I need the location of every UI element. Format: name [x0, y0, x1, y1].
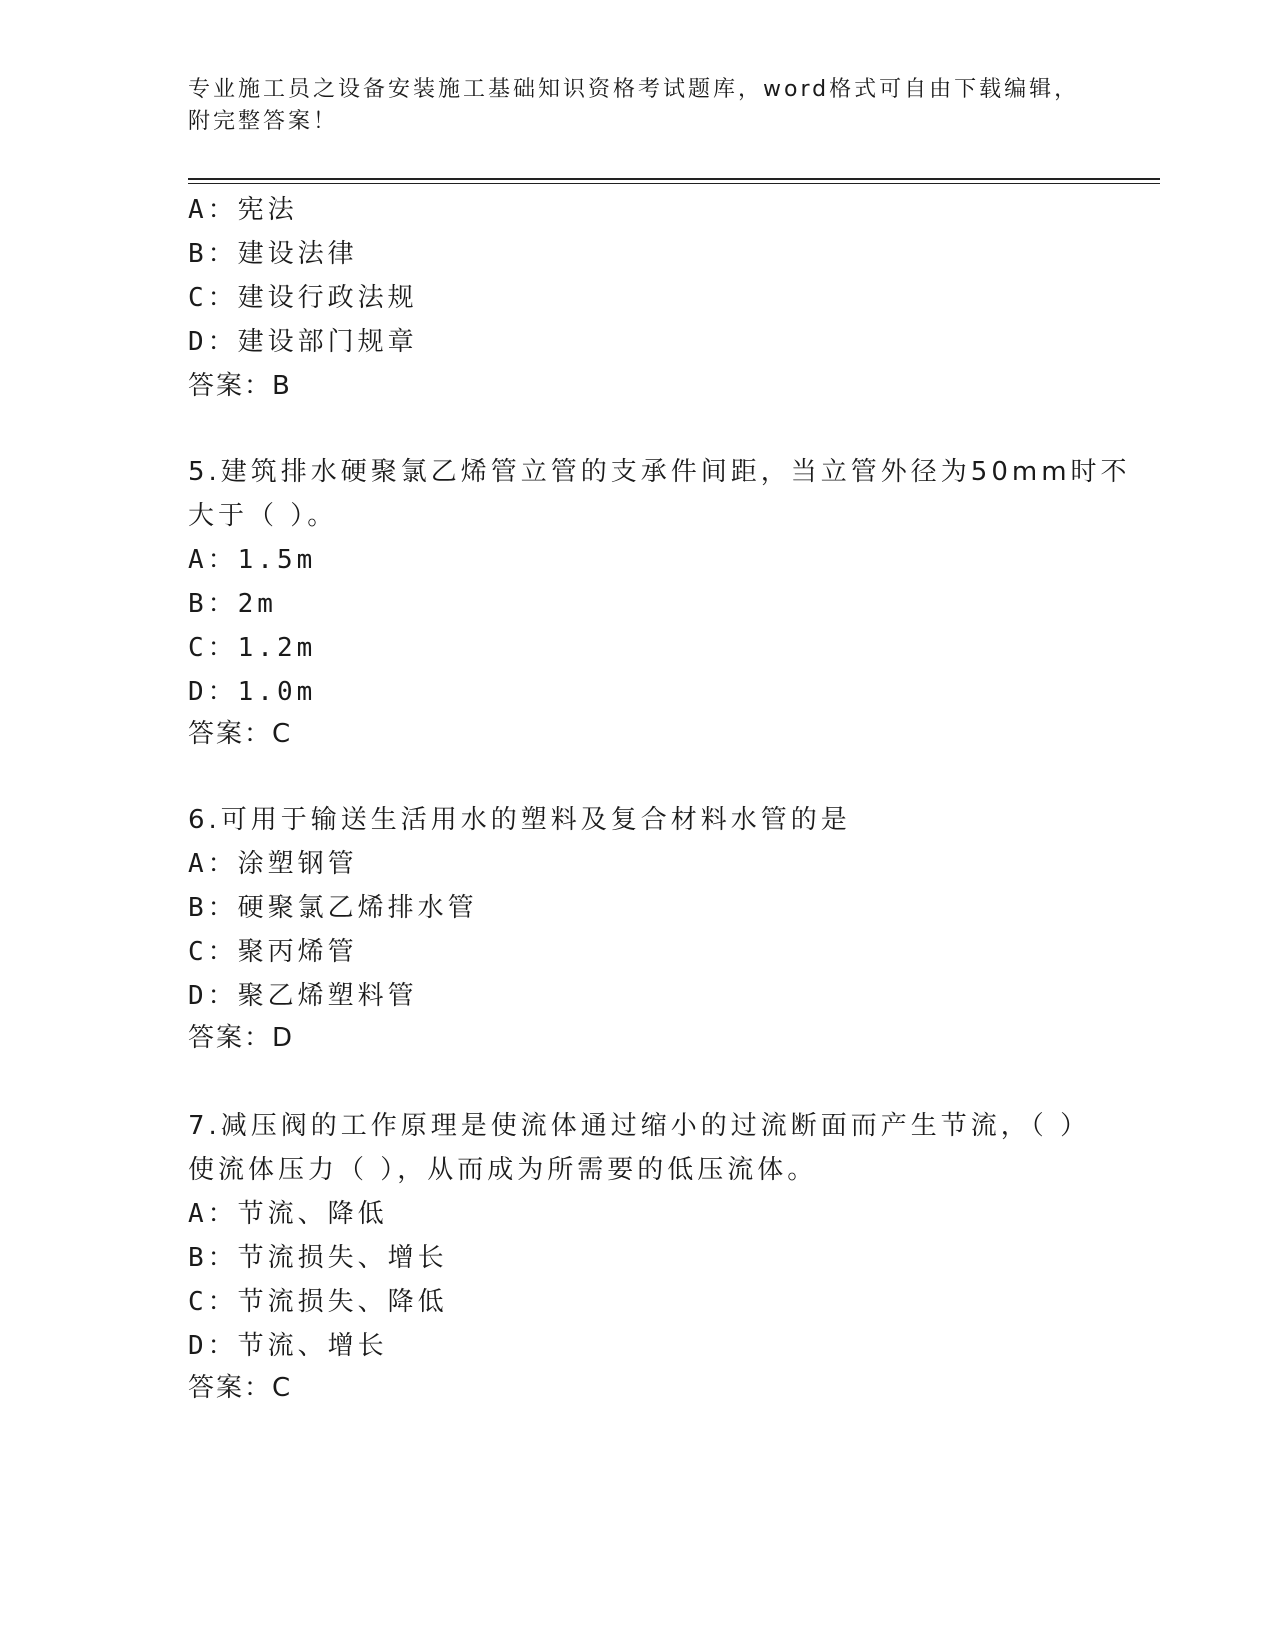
q6-option-c: C：聚丙烯管 [188, 937, 358, 967]
q4-option-b: B：建设法律 [188, 239, 358, 269]
q7-stem-line-2: 使流体压力（ ），从而成为所需要的低压流体。 [188, 1155, 818, 1185]
header-divider-thin [188, 183, 1160, 184]
q7-option-a: A：节流、降低 [188, 1199, 388, 1229]
q7-answer: 答案：C [188, 1373, 293, 1403]
q4-option-d: D：建设部门规章 [188, 327, 418, 357]
q5-stem-line-2: 大于（ ）。 [188, 501, 338, 531]
q5-option-d: D：1.0m [188, 677, 317, 707]
q4-option-c: C：建设行政法规 [188, 283, 418, 313]
q7-stem-line-1: 7.减压阀的工作原理是使流体通过缩小的过流断面而产生节流，（ ） [188, 1111, 1091, 1141]
q6-option-a: A：涂塑钢管 [188, 849, 358, 879]
q5-stem-line-1: 5.建筑排水硬聚氯乙烯管立管的支承件间距，当立管外径为50mm时不 [188, 457, 1131, 487]
q6-option-d: D：聚乙烯塑料管 [188, 981, 418, 1011]
header-divider-thick [188, 178, 1160, 180]
q6-option-b: B：硬聚氯乙烯排水管 [188, 893, 478, 923]
q5-option-b: B：2m [188, 589, 277, 619]
q5-answer: 答案：C [188, 719, 293, 749]
q5-option-a: A：1.5m [188, 545, 317, 575]
q7-option-d: D：节流、增长 [188, 1331, 388, 1361]
q6-answer: 答案：D [188, 1023, 295, 1053]
q7-option-b: B：节流损失、增长 [188, 1243, 448, 1273]
q7-option-c: C：节流损失、降低 [188, 1287, 448, 1317]
header-line-1: 专业施工员之设备安装施工基础知识资格考试题库，word格式可自由下载编辑， [188, 77, 1080, 102]
header-line-2: 附完整答案！ [188, 109, 339, 134]
q6-stem-line-1: 6.可用于输送生活用水的塑料及复合材料水管的是 [188, 805, 851, 835]
q4-answer: 答案：B [188, 371, 292, 401]
q5-option-c: C：1.2m [188, 633, 317, 663]
document-header [188, 74, 1088, 138]
q4-option-a: A：宪法 [188, 195, 298, 225]
